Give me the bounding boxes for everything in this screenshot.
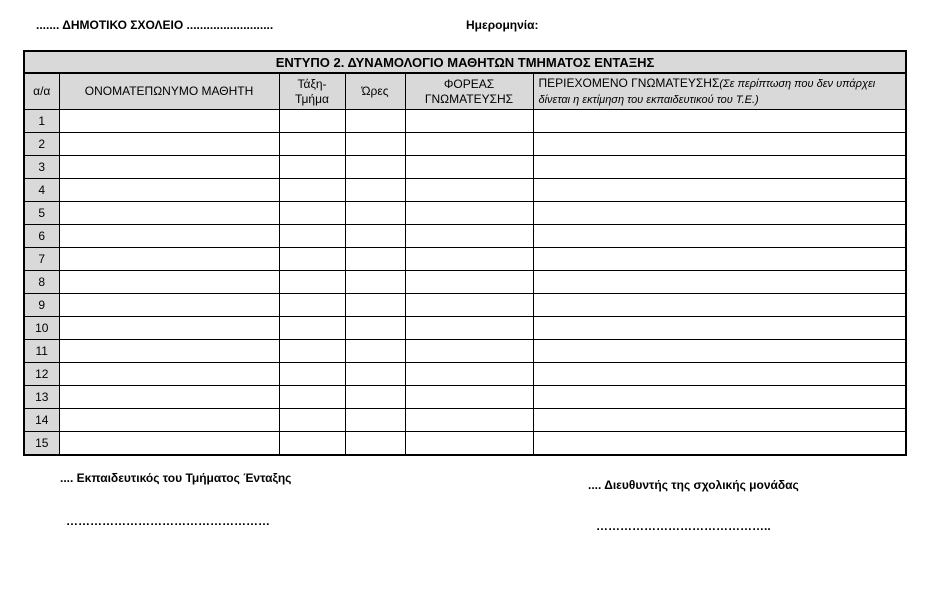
column-header-body-line2: ΓΝΩΜΑΤΕΥΣΗΣ — [424, 91, 514, 106]
cell-hours[interactable] — [345, 179, 405, 202]
cell-hours[interactable] — [345, 225, 405, 248]
cell-assessment-body[interactable] — [405, 248, 533, 271]
cell-aa: 7 — [24, 248, 59, 271]
table-row — [24, 317, 906, 340]
cell-assessment-content[interactable] — [533, 248, 906, 271]
cell-aa: 9 — [24, 294, 59, 317]
cell-assessment-body[interactable] — [405, 156, 533, 179]
cell-assessment-content[interactable] — [533, 225, 906, 248]
table-row — [24, 248, 906, 271]
cell-assessment-body[interactable] — [405, 202, 533, 225]
cell-aa: 2 — [24, 133, 59, 156]
cell-class[interactable] — [279, 202, 345, 225]
table-row — [24, 133, 906, 156]
cell-student-name[interactable] — [59, 133, 279, 156]
cell-assessment-body[interactable] — [405, 432, 533, 456]
cell-hours[interactable] — [345, 248, 405, 271]
table-row — [24, 110, 906, 133]
cell-student-name[interactable] — [59, 225, 279, 248]
column-header-student-name: ΟΝΟΜΑΤΕΠΩΝΥΜΟ ΜΑΘΗΤΗ — [59, 73, 279, 110]
cell-aa: 8 — [24, 271, 59, 294]
cell-assessment-content[interactable] — [533, 409, 906, 432]
cell-assessment-content[interactable] — [533, 317, 906, 340]
cell-student-name[interactable] — [59, 294, 279, 317]
cell-class[interactable] — [279, 248, 345, 271]
cell-student-name[interactable] — [59, 317, 279, 340]
cell-assessment-body[interactable] — [405, 271, 533, 294]
cell-assessment-body[interactable] — [405, 409, 533, 432]
table-row — [24, 271, 906, 294]
table-row — [24, 363, 906, 386]
cell-aa: 3 — [24, 156, 59, 179]
student-register-table — [23, 50, 907, 456]
table-row — [24, 225, 906, 248]
cell-assessment-body[interactable] — [405, 340, 533, 363]
cell-class[interactable] — [279, 294, 345, 317]
column-header-hours: Ώρες — [345, 73, 405, 110]
cell-assessment-body[interactable] — [405, 225, 533, 248]
cell-aa: 11 — [24, 340, 59, 363]
cell-class[interactable] — [279, 156, 345, 179]
cell-student-name[interactable] — [59, 156, 279, 179]
cell-assessment-body[interactable] — [405, 110, 533, 133]
cell-assessment-body[interactable] — [405, 363, 533, 386]
table-row — [24, 156, 906, 179]
cell-class[interactable] — [279, 432, 345, 456]
form-title: ΕΝΤΥΠΟ 2. ΔΥΝΑΜΟΛΟΓΙΟ ΜΑΘΗΤΩΝ ΤΜΗΜΑΤΟΣ ΕΝΤΑΞΗΣ — [24, 51, 906, 73]
cell-hours[interactable] — [345, 294, 405, 317]
cell-aa: 6 — [24, 225, 59, 248]
cell-assessment-content[interactable] — [533, 271, 906, 294]
cell-assessment-body[interactable] — [405, 133, 533, 156]
cell-aa: 13 — [24, 386, 59, 409]
cell-student-name[interactable] — [59, 110, 279, 133]
column-header-assessment-body — [405, 73, 533, 110]
cell-class[interactable] — [279, 110, 345, 133]
cell-hours[interactable] — [345, 363, 405, 386]
cell-class[interactable] — [279, 133, 345, 156]
cell-assessment-content[interactable] — [533, 294, 906, 317]
teacher-signature-line: …………………………………………… — [66, 514, 270, 528]
column-header-aa: α/α — [24, 73, 59, 110]
cell-student-name[interactable] — [59, 363, 279, 386]
cell-assessment-body[interactable] — [405, 179, 533, 202]
principal-signature-line: …………………………………….. — [596, 519, 771, 533]
cell-class[interactable] — [279, 271, 345, 294]
cell-class[interactable] — [279, 409, 345, 432]
cell-assessment-body[interactable] — [405, 317, 533, 340]
cell-assessment-body[interactable] — [405, 386, 533, 409]
column-header-body-line1: ΦΟΡΕΑΣ — [443, 76, 495, 91]
cell-hours[interactable] — [345, 110, 405, 133]
cell-aa: 10 — [24, 317, 59, 340]
cell-aa: 15 — [24, 432, 59, 456]
column-header-content-hint: (Σε περίπτωση που δεν υπάρχει δίνεται η εκτίμηση του εκπαιδευτικού του Τ.Ε.) — [538, 77, 876, 106]
column-header-assessment-content — [533, 73, 906, 110]
cell-assessment-content[interactable] — [533, 133, 906, 156]
table-row — [24, 294, 906, 317]
cell-aa: 14 — [24, 409, 59, 432]
cell-student-name[interactable] — [59, 179, 279, 202]
cell-hours[interactable] — [345, 202, 405, 225]
cell-student-name[interactable] — [59, 248, 279, 271]
table-row — [24, 202, 906, 225]
cell-assessment-content[interactable] — [533, 156, 906, 179]
cell-assessment-content[interactable] — [533, 340, 906, 363]
cell-aa: 4 — [24, 179, 59, 202]
table-row — [24, 386, 906, 409]
cell-hours[interactable] — [345, 340, 405, 363]
teacher-signature-label: .... Εκπαιδευτικός του Τμήματος Ένταξης — [60, 471, 292, 485]
cell-student-name[interactable] — [59, 386, 279, 409]
cell-class[interactable] — [279, 317, 345, 340]
date-label: Ημερομηνία: — [466, 18, 539, 32]
column-header-content-main: ΠΕΡΙΕΧΟΜΕΝΟ ΓΝΩΜΑΤΕΥΣΗΣ — [538, 75, 720, 90]
cell-hours[interactable] — [345, 317, 405, 340]
column-header-class — [279, 73, 345, 110]
cell-aa: 1 — [24, 110, 59, 133]
cell-student-name[interactable] — [59, 432, 279, 456]
column-header-class-line2: Τμήμα — [295, 91, 329, 106]
cell-hours[interactable] — [345, 156, 405, 179]
cell-student-name[interactable] — [59, 271, 279, 294]
cell-assessment-content[interactable] — [533, 110, 906, 133]
cell-hours[interactable] — [345, 409, 405, 432]
cell-aa: 12 — [24, 363, 59, 386]
cell-hours[interactable] — [345, 133, 405, 156]
table-row — [24, 340, 906, 363]
table-row — [24, 179, 906, 202]
table-row — [24, 409, 906, 432]
cell-assessment-content[interactable] — [533, 363, 906, 386]
cell-assessment-content[interactable] — [533, 432, 906, 456]
cell-class[interactable] — [279, 363, 345, 386]
cell-assessment-body[interactable] — [405, 294, 533, 317]
cell-aa: 5 — [24, 202, 59, 225]
cell-assessment-content[interactable] — [533, 179, 906, 202]
cell-student-name[interactable] — [59, 409, 279, 432]
principal-signature-label: .... Διευθυντής της σχολικής μονάδας — [588, 478, 799, 492]
cell-assessment-content[interactable] — [533, 386, 906, 409]
cell-hours[interactable] — [345, 271, 405, 294]
cell-class[interactable] — [279, 386, 345, 409]
cell-student-name[interactable] — [59, 340, 279, 363]
table-row — [24, 432, 906, 456]
column-header-class-line1: Τάξη- — [297, 76, 327, 91]
school-name-line: ....... ΔΗΜΟΤΙΚΟ ΣΧΟΛΕΙΟ .......................... — [36, 18, 274, 32]
cell-student-name[interactable] — [59, 202, 279, 225]
cell-class[interactable] — [279, 179, 345, 202]
cell-hours[interactable] — [345, 386, 405, 409]
cell-assessment-content[interactable] — [533, 202, 906, 225]
cell-class[interactable] — [279, 225, 345, 248]
cell-class[interactable] — [279, 340, 345, 363]
cell-hours[interactable] — [345, 432, 405, 456]
